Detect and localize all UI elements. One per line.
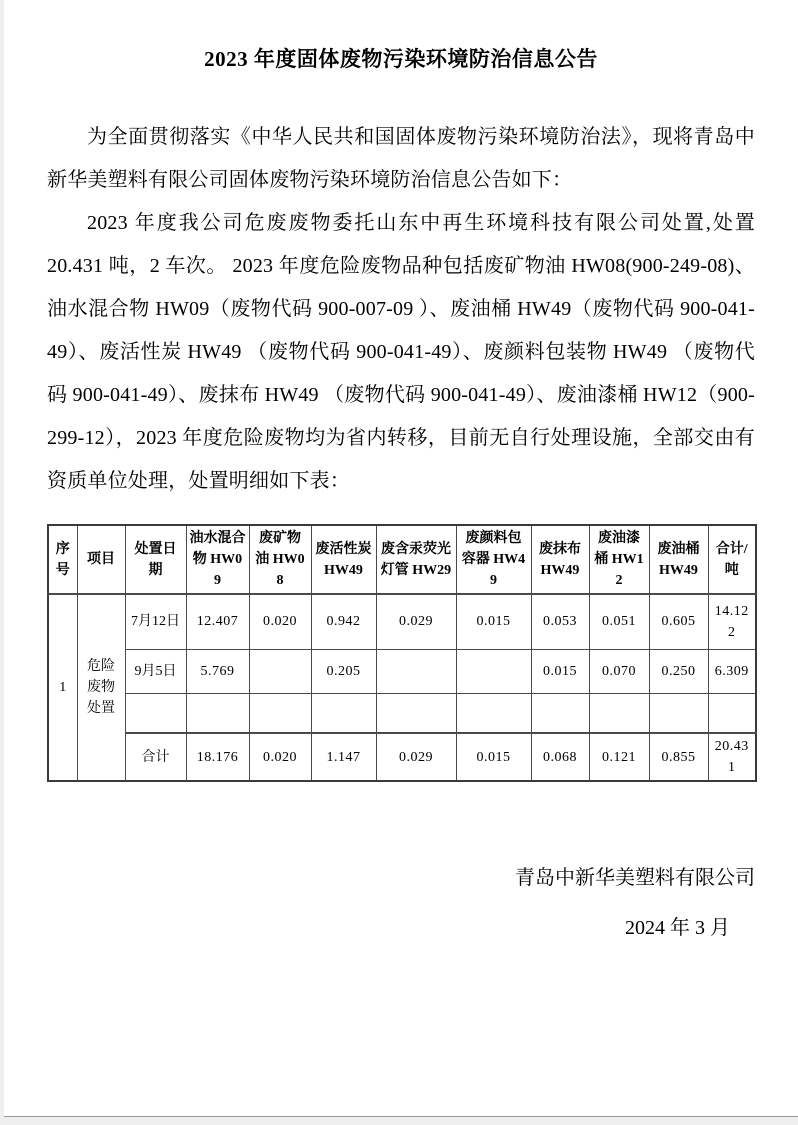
cell-value: 0.015	[456, 594, 531, 649]
cell-value	[249, 693, 311, 733]
cell-value	[376, 649, 456, 693]
cell-value	[249, 649, 311, 693]
cell-value: 18.176	[186, 733, 249, 781]
cell-value: 0.070	[589, 649, 649, 693]
header-serial-no: 序号	[48, 525, 77, 594]
header-item: 项目	[77, 525, 125, 594]
cell-value: 0.020	[249, 733, 311, 781]
cell-value: 0.051	[589, 594, 649, 649]
cell-row-total	[708, 693, 756, 733]
cell-item: 危险废物处置	[77, 594, 125, 781]
cell-value: 0.020	[249, 594, 311, 649]
cell-value: 0.015	[456, 733, 531, 781]
table-row	[48, 594, 756, 649]
table-total-row	[48, 733, 756, 781]
cell-value: 0.942	[311, 594, 376, 649]
cell-date: 9月5日	[125, 649, 186, 693]
cell-grand-total: 20.431	[708, 733, 756, 781]
cell-value	[649, 693, 708, 733]
header-total-tons: 合计/吨	[708, 525, 756, 594]
header-rags-hw49: 废抹布 HW49	[531, 525, 589, 594]
cell-value: 0.029	[376, 594, 456, 649]
cell-value: 0.053	[531, 594, 589, 649]
paragraph-intro: 为全面贯彻落实《中华人民共和国固体废物污染环境防治法》，现将青岛中新华美塑料有限公司固体废物污染环境防治信息公告如下：	[47, 126, 755, 191]
header-pigment-container-hw49: 废颜料包容器 HW49	[456, 525, 531, 594]
cell-row-total: 14.122	[708, 594, 756, 649]
signature-date: 2024 年 3 月	[625, 917, 730, 939]
cell-value: 0.015	[531, 649, 589, 693]
cell-value	[456, 649, 531, 693]
cell-value: 0.121	[589, 733, 649, 781]
header-disposal-date: 处置日期	[125, 525, 186, 594]
table-row-empty	[48, 693, 756, 733]
signature-company: 青岛中新华美塑料有限公司	[515, 867, 755, 889]
header-paint-bucket-hw12: 废油漆桶 HW12	[589, 525, 649, 594]
hazardous-waste-disposal-table	[47, 524, 757, 782]
header-mineral-oil-hw08: 废矿物油 HW08	[249, 525, 311, 594]
header-mercury-lamp-hw29: 废含汞荧光灯管 HW29	[376, 525, 456, 594]
cell-value	[589, 693, 649, 733]
cell-total-label: 合计	[125, 733, 186, 781]
cell-value: 1.147	[311, 733, 376, 781]
header-oil-drum-hw49: 废油桶 HW49	[649, 525, 708, 594]
cell-date	[125, 693, 186, 733]
cell-value	[376, 693, 456, 733]
cell-value: 0.855	[649, 733, 708, 781]
cell-value: 0.068	[531, 733, 589, 781]
cell-value: 12.407	[186, 594, 249, 649]
header-oil-water-mix-hw09: 油水混合物 HW09	[186, 525, 249, 594]
cell-value: 0.250	[649, 649, 708, 693]
cell-row-total: 6.309	[708, 649, 756, 693]
document-page	[4, 0, 798, 1117]
cell-value	[186, 693, 249, 733]
cell-value: 0.605	[649, 594, 708, 649]
cell-value	[531, 693, 589, 733]
cell-value	[456, 693, 531, 733]
cell-value: 0.205	[311, 649, 376, 693]
page-title: 2023 年度固体废物污染环境防治信息公告	[204, 47, 598, 71]
header-activated-carbon-hw49: 废活性炭 HW49	[311, 525, 376, 594]
paragraph-disposal-details: 2023 年度我公司危废废物委托山东中再生环境科技有限公司处置,处置 20.431 吨，2 车次。 2023 年度危险废物品种包括废矿物油 HW08(900-249-08)、油水混合物 HW09（废物代码 900-007-09 ）、废油桶 HW49（废物代码 900-041-49）、废活性炭 HW49 （废物代码 900-041-49）、废颜料包装物 HW49 （废物代码 900-041-49）、废抹布 HW49 （废物代码 900-041-49）、废油漆桶 HW12（900-299-12），2023 年度危险废物均为省内转移，目前无自行处理设施，全部交由有资质单位处理，处置明细如下表：	[47, 212, 755, 492]
cell-date: 7月12日	[125, 594, 186, 649]
table-header-row	[48, 525, 756, 594]
cell-serial-no: 1	[48, 594, 77, 781]
cell-value: 5.769	[186, 649, 249, 693]
cell-value	[311, 693, 376, 733]
table-row	[48, 649, 756, 693]
cell-value: 0.029	[376, 733, 456, 781]
